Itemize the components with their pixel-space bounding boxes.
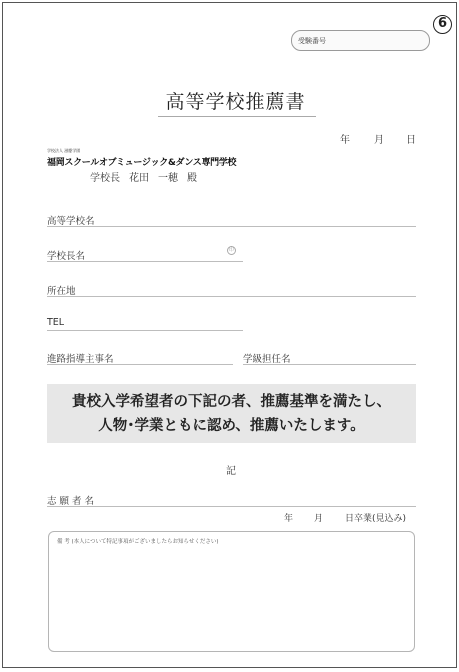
high-school-name-input[interactable]	[47, 226, 416, 227]
address-input[interactable]	[47, 296, 416, 297]
tel-label: TEL	[47, 317, 65, 328]
document-title: 高等学校推薦書	[165, 91, 306, 113]
applicant-name-label: 志願者名	[47, 496, 98, 507]
exam-number-field[interactable]	[291, 30, 430, 51]
homeroom-teacher-input[interactable]	[243, 364, 416, 365]
principal-family-name: 花田	[129, 173, 149, 184]
graduation-year-label: 年	[284, 514, 294, 524]
date-year-label: 年	[340, 135, 350, 146]
principal-given-name: 一穂	[158, 173, 178, 184]
title-underline	[158, 116, 316, 117]
principal-position: 学校長	[90, 173, 120, 184]
date-month-label: 月	[374, 135, 384, 146]
guidance-head-label: 進路指導主事名	[47, 354, 114, 365]
remarks-label: 備 考 (本人について特記事項がございましたらお知らせください)	[57, 539, 219, 545]
school-name: 福岡スクールオブミュージック&ダンス専門学校	[47, 158, 237, 168]
homeroom-teacher-label: 学級担任名	[243, 354, 291, 365]
statement-line-1: 貴校入学希望者の下記の者、推薦基準を満たし、	[72, 394, 391, 410]
statement-line-2: 人物･学業ともに認め、推薦いたします。	[98, 418, 365, 434]
date-day-label: 日	[406, 135, 416, 146]
applicant-name-input[interactable]	[47, 506, 416, 507]
tel-input[interactable]	[47, 330, 243, 331]
addressee-principal	[90, 169, 206, 184]
graduation-status-label: 日卒業(見込み)	[345, 514, 407, 524]
recommendation-statement	[47, 384, 416, 443]
graduation-month-label: 月	[314, 514, 324, 524]
high-school-name-label: 高等学校名	[47, 216, 95, 227]
remarks-box[interactable]	[48, 531, 415, 652]
principal-name-input[interactable]	[47, 261, 243, 262]
seal-mark: 印	[228, 247, 234, 253]
page-number-badge: 6	[433, 15, 452, 34]
address-label: 所在地	[47, 286, 76, 297]
exam-number-label: 受験番号	[298, 37, 326, 45]
principal-honorific: 殿	[187, 173, 197, 184]
school-corporation: 学校法人 滋慶学園	[47, 148, 81, 153]
principal-name-label: 学校長名	[47, 251, 86, 262]
record-heading: 記	[226, 466, 236, 477]
guidance-head-input[interactable]	[47, 364, 233, 365]
recommendation-form	[2, 2, 457, 668]
